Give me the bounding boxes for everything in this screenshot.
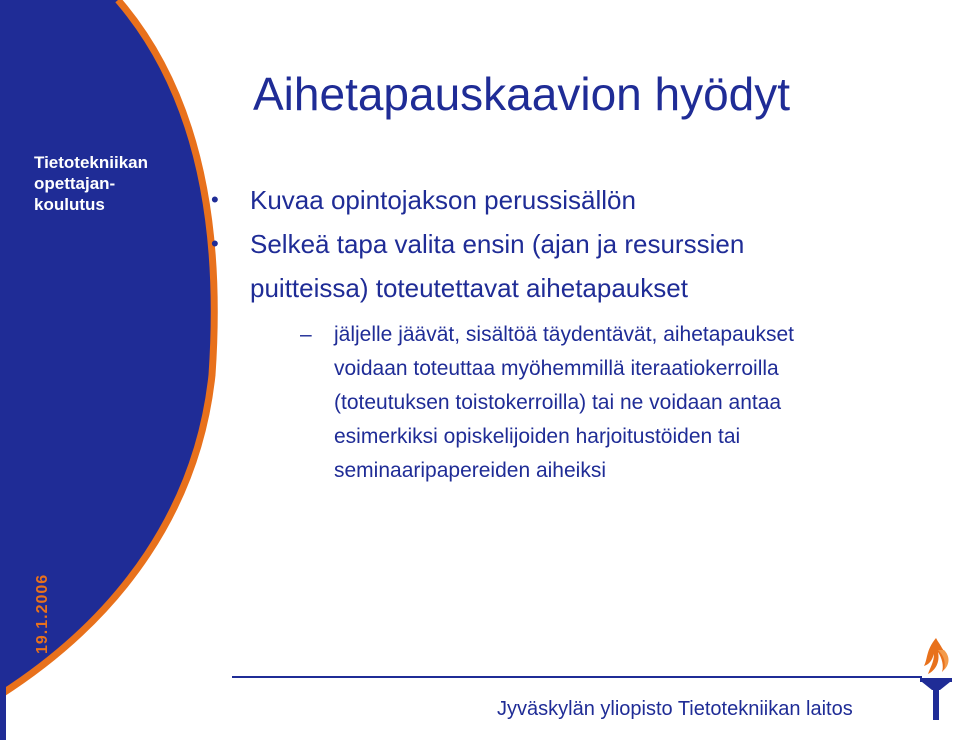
footer-text: Jyväskylän yliopisto Tietotekniikan laitos — [497, 698, 853, 720]
sub-bullet-text: (toteutuksen toistokerroilla) tai ne voidaan antaa — [334, 391, 782, 414]
sidebar-label-line: opettajan- — [34, 174, 116, 193]
footer-divider — [232, 676, 922, 678]
sidebar-label — [34, 152, 184, 215]
bullet-text: Selkeä tapa valita ensin (ajan ja resurssien — [250, 229, 745, 259]
slide-content — [208, 178, 898, 488]
sub-bullet-text: voidaan toteuttaa myöhemmillä iteraatiokerroilla — [334, 357, 779, 380]
bullet-marker: • — [211, 231, 219, 256]
sidebar-left-edge — [0, 0, 6, 740]
sub-bullet-item — [250, 318, 898, 488]
bullet-text: Kuvaa opintojakson perussisällön — [250, 185, 636, 215]
sub-bullet-marker: – — [300, 323, 312, 346]
sub-bullet-text: esimerkiksi opiskelijoiden harjoitustöiden tai — [334, 425, 741, 448]
sub-bullet-text: jäljelle jäävät, sisältöä täydentävät, aihetapaukset — [334, 323, 794, 346]
bullet-item — [208, 222, 898, 488]
bullet-text: puitteissa) toteutettavat aihetapaukset — [250, 273, 688, 303]
sub-bullet-text: seminaaripapereiden aiheiksi — [334, 459, 606, 482]
slide-title: Aihetapauskaavion hyödyt — [253, 68, 791, 120]
slide-date: 19.1.2006 — [34, 573, 51, 654]
sidebar-label-line: koulutus — [34, 195, 105, 214]
university-torch-logo-icon — [916, 636, 956, 722]
sidebar-label-line: Tietotekniikan — [34, 153, 148, 172]
bullet-item — [208, 178, 898, 222]
bullet-marker: • — [211, 187, 219, 212]
